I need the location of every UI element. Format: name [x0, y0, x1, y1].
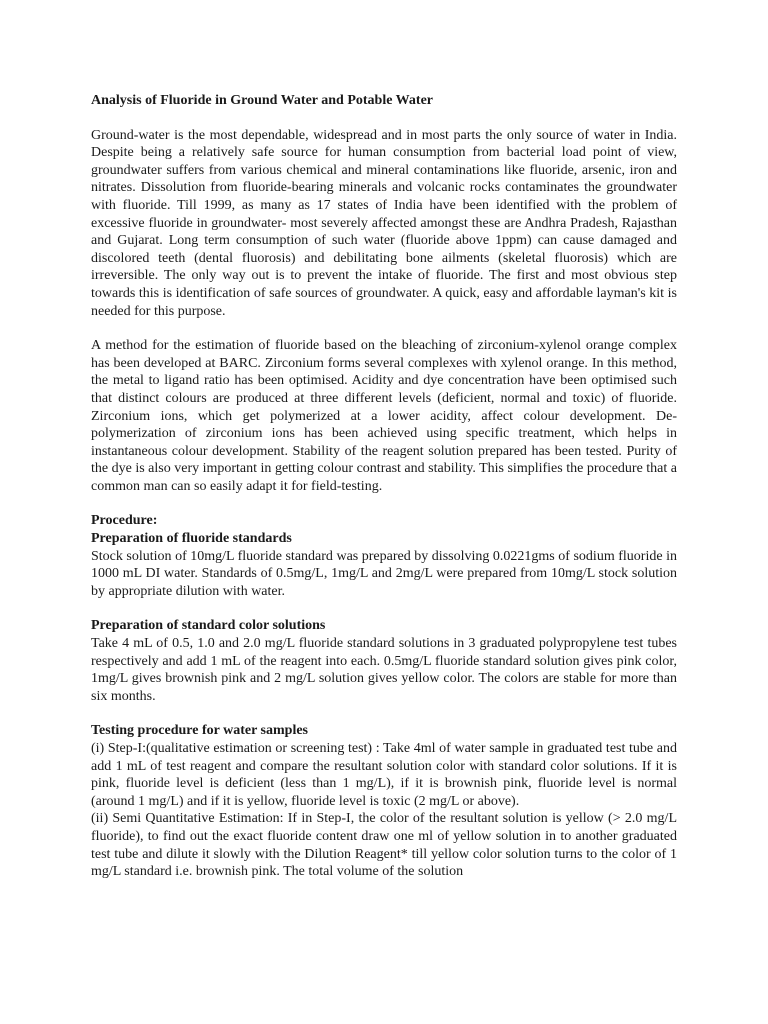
- intro-paragraph-1: Ground-water is the most dependable, widespread and in most parts the only source of water in India. Despite being a relatively safe source for human consumption from bacterial load point of view, groundwater suffers from various chemical and mineral contaminations like fluoride, arsenic, iron and nitrates. Dissolution from fluoride-bearing minerals and volcanic rocks contaminates the groundwater with fluoride. Till 1999, as many as 17 states of India have been identified with the problem of excessive fluoride in groundwater- most severely affected amongst these are Andhra Pradesh, Rajasthan and Gujarat. Long term consumption of such water (fluoride above 1ppm) can cause damaged and discolored teeth (dental fluorosis) and debilitating bone ailments (skeletal fluorosis) which are irreversible. The only way out is to prevent the intake of fluoride. The first and most obvious step towards this is identification of safe sources of groundwater. A quick, easy and affordable layman's kit is needed for this purpose.: [91, 127, 677, 319]
- color-solutions-paragraph: Take 4 mL of 0.5, 1.0 and 2.0 mg/L fluoride standard solutions in 3 graduated polypropylene test tubes respectively and add 1 mL of the reagent into each. 0.5mg/L fluoride standard solution gives pink color, 1mg/L gives brownish pink and 2 mg/L solution gives yellow color. The colors are stable for more than six months.: [91, 636, 677, 704]
- testing-procedure-heading: Testing procedure for water samples: [91, 723, 308, 739]
- standards-heading: Preparation of fluoride standards: [91, 531, 292, 547]
- step-two-paragraph: (ii) Semi Quantitative Estimation: If in Step-I, the color of the resultant solution is yellow (> 2.0 mg/L fluoride), to find out the exact fluoride content draw one ml of yellow solution in to another graduated test tube and dilute it slowly with the Dilution Reagent* till yellow color solution turns to the color of 1 mg/L standard i.e. brownish pink. The total volume of the solution: [91, 811, 677, 880]
- document-title: Analysis of Fluoride in Ground Water and Potable Water: [91, 93, 434, 108]
- standards-paragraph: Stock solution of 10mg/L fluoride standard was prepared by dissolving 0.0221gms of sodium fluoride in 1000 mL DI water. Standards of 0.5mg/L, 1mg/L and 2mg/L were prepared from 10mg/L stock solution by appropriate dilution with water.: [91, 548, 677, 599]
- document-page: [91, 92, 677, 881]
- intro-paragraph-2: A method for the estimation of fluoride based on the bleaching of zirconium-xylenol orange complex has been developed at BARC. Zirconium forms several complexes with xylenol orange. In this method, the metal to ligand ratio has been optimised. Acidity and dye concentration have been optimised such that distinct colours are produced at three different levels (deficient, normal and toxic) of fluoride. Zirconium ions, which get polymerized at a lower acidity, affect colour development. De-polymerization of zirconium ions has been achieved using specific treatment, which helps in instantaneous colour development. Stability of the reagent solution prepared has been tested. Purity of the dye is also very important in getting colour contrast and stability. This simplifies the procedure that a common man can so easily adapt it for field-testing.: [91, 338, 677, 494]
- color-solutions-heading: Preparation of standard color solutions: [91, 618, 326, 634]
- procedure-heading: Procedure:: [91, 513, 158, 529]
- step-one-paragraph: (i) Step-I:(qualitative estimation or screening test) : Take 4ml of water sample in graduated test tube and add 1 mL of test reagent and compare the resultant solution color with standard color solutions. If it is pink, fluoride level is deficient (less than 1 mg/L), if it is brownish pink, fluoride level is normal (around 1 mg/L) and if it is yellow, fluoride level is toxic (2 mg/L or above).: [91, 741, 677, 809]
